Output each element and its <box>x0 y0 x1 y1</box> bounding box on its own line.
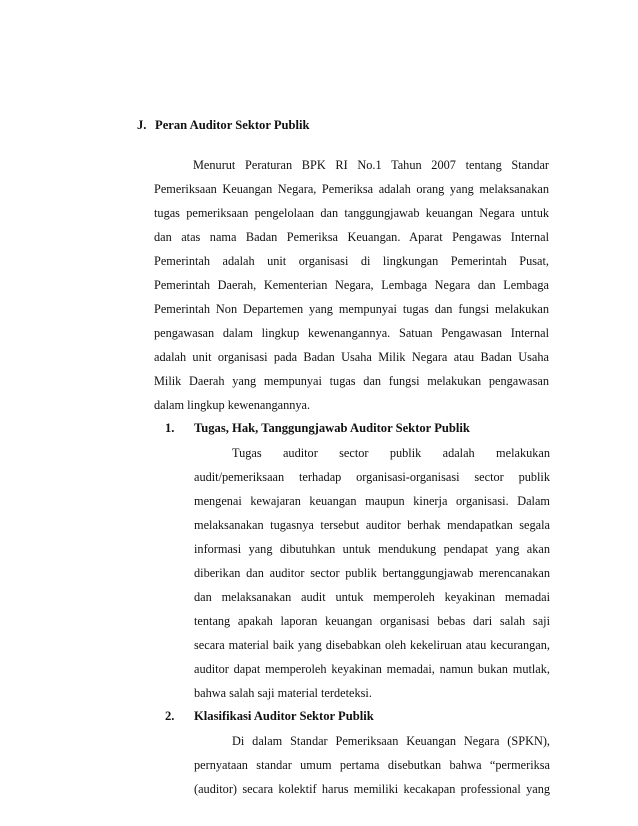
subsection-line: diberikan dan auditor sector publik bertanggungjawab merencanakan <box>194 566 550 580</box>
subsection-line: tentang apakah laporan keuangan organisasi bebas dari salah saji <box>194 614 550 628</box>
subsection-line: Di dalam Standar Pemeriksaan Keuangan Negara (SPKN), <box>232 734 550 748</box>
subsection-line: mengenai kewajaran keuangan maupun kinerja organisasi. Dalam <box>194 494 550 508</box>
subsection-line: Tugas auditor sector publik adalah melakukan <box>232 446 550 460</box>
subsection-heading <box>165 421 470 436</box>
paragraph-line: Milik Daerah yang mempunyai tugas dan fungsi melakukan pengawasan <box>154 374 549 388</box>
subsection-line: pernyataan standar umum pertama disebutkan bahwa “permeriksa <box>194 758 550 772</box>
subsection-line: audit/pemeriksaan terhadap organisasi-organisasi sector publik <box>194 470 550 484</box>
section-letter: J. <box>137 118 147 132</box>
paragraph-line: dan atas nama Badan Pemeriksa Keuangan. Aparat Pengawas Internal <box>154 230 549 244</box>
subsection-number: 1. <box>165 421 175 435</box>
subsection-heading <box>165 709 374 724</box>
subsection-line: informasi yang dibutuhkan untuk mendukung pendapat yang akan <box>194 542 550 556</box>
subsection-line: secara material baik yang disebabkan oleh kekeliruan atau kecurangan, <box>194 638 550 652</box>
paragraph-line: pengawasan dalam lingkup kewenangannya. Satuan Pengawasan Internal <box>154 326 549 340</box>
paragraph-line: dalam lingkup kewenangannya. <box>154 398 311 412</box>
subsection-line: bahwa salah saji material terdeteksi. <box>194 686 372 700</box>
paragraph-line: Pemerintah Non Departemen yang mempunyai tugas dan fungsi melakukan <box>154 302 549 316</box>
paragraph-line: Pemeriksaan Keuangan Negara, Pemeriksa adalah orang yang melaksanakan <box>154 182 549 196</box>
subsection-line: (auditor) secara kolektif harus memiliki kecakapan professional yang <box>194 782 550 796</box>
subsection-title: Klasifikasi Auditor Sektor Publik <box>194 709 374 723</box>
paragraph-line: Pemerintah adalah unit organisasi di lingkungan Pemerintah Pusat, <box>154 254 549 268</box>
subsection-line: dan melaksanakan audit untuk memperoleh keyakinan memadai <box>194 590 550 604</box>
subsection-line: auditor dapat memperoleh keyakinan memadai, namun bukan mutlak, <box>194 662 550 676</box>
section-title: Peran Auditor Sektor Publik <box>155 118 310 132</box>
paragraph-line: tugas pemeriksaan pengelolaan dan tanggungjawab keuangan Negara untuk <box>154 206 549 220</box>
subsection-title: Tugas, Hak, Tanggungjawab Auditor Sektor Publik <box>194 421 470 435</box>
paragraph-line: Pemerintah Daerah, Kementerian Negara, Lembaga Negara dan Lembaga <box>154 278 549 292</box>
subsection-line: melaksanakan tugasnya tersebut auditor berhak mendapatkan segala <box>194 518 550 532</box>
section-heading <box>137 118 310 133</box>
paragraph-line: adalah unit organisasi pada Badan Usaha Milik Negara atau Badan Usaha <box>154 350 549 364</box>
paragraph-line: Menurut Peraturan BPK RI No.1 Tahun 2007 tentang Standar <box>193 158 549 172</box>
subsection-number: 2. <box>165 709 175 723</box>
